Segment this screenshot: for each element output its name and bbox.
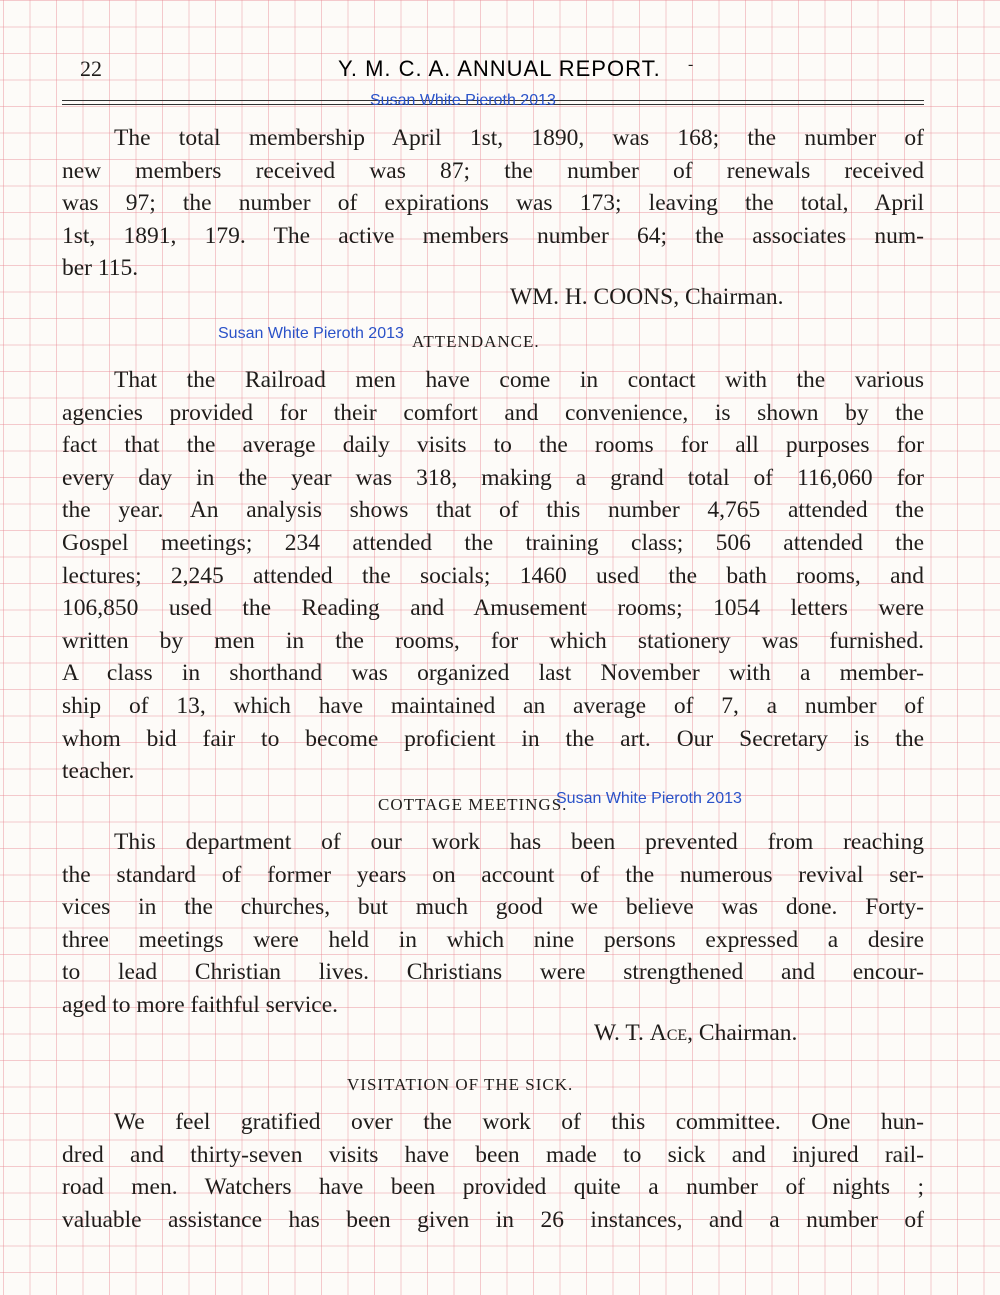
text-line: Gospel meetings; 234 attended the training class; 506 attended the xyxy=(62,529,924,556)
attendance-heading: ATTENDANCE. xyxy=(412,332,540,351)
text-line: This department of our work has been prevented from reaching xyxy=(114,829,924,855)
text-line: whom bid fair to become proficient in the art. Our Secretary is the xyxy=(62,725,924,752)
text-line: agencies provided for their comfort and convenience, is shown by the xyxy=(62,399,924,426)
text-line: the standard of former years on account of the numerous revival ser- xyxy=(62,861,924,888)
text-line: ship of 13, which have maintained an average of 7, a number of xyxy=(62,692,924,719)
text-line: ber 115. xyxy=(62,255,139,282)
text-line: the year. An analysis shows that of this number 4,765 attended the xyxy=(62,497,924,524)
running-head: Y. M. C. A. ANNUAL REPORT. xyxy=(338,56,661,81)
visitation-paragraph xyxy=(62,1106,924,1236)
text-line: teacher. xyxy=(62,758,135,785)
text-line: 106,850 used the Reading and Amusement rooms; 1054 letters were xyxy=(62,595,924,622)
visitation-heading: VISITATION OF THE SICK. xyxy=(347,1075,574,1094)
cottage-meetings-heading: COTTAGE MEETINGS. xyxy=(378,795,568,814)
text-line: A class in shorthand was organized last November with a member- xyxy=(62,660,924,687)
text-line: to lead Christian lives. Christians were strengthened and encour- xyxy=(62,959,924,986)
text-line: The total membership April 1st, 1890, was 168; the number of xyxy=(114,125,924,151)
text-line: three meetings were held in which nine persons expressed a desire xyxy=(62,926,924,953)
tick-mark: - xyxy=(688,56,694,73)
text-line: new members received was 87; the number of renewals received xyxy=(62,157,924,184)
text-line: lectures; 2,245 attended the socials; 1460 used the bath rooms, and xyxy=(62,562,924,589)
text-line: aged to more faithful service. xyxy=(62,991,339,1018)
text-line: 1st, 1891, 179. The active members number 64; the associates num- xyxy=(62,222,924,249)
membership-signature: WM. H. COONS, Chairman. xyxy=(510,284,784,310)
membership-paragraph xyxy=(62,122,924,285)
text-line: valuable assistance has been given in 26 instances, and a number of xyxy=(62,1206,924,1233)
text-line: was 97; the number of expirations was 173; leaving the total, April xyxy=(62,190,924,217)
cottage-meetings-paragraph xyxy=(62,826,924,1022)
watermark: Susan White Pieroth 2013 xyxy=(218,325,404,342)
text-line: dred and thirty-seven visits have been made to sick and injured rail- xyxy=(62,1141,924,1168)
cottage-meetings-signature xyxy=(594,1020,797,1047)
signature-surname: Ace xyxy=(649,1020,688,1046)
text-line: fact that the average daily visits to the rooms for all purposes for xyxy=(62,432,924,459)
text-line: We feel gratified over the work of this committee. One hun- xyxy=(114,1109,924,1135)
text-line: That the Railroad men have come in contact with the various xyxy=(114,367,924,393)
watermark: Susan White Pieroth 2013 xyxy=(370,92,556,109)
signature-suffix: , Chairman. xyxy=(687,1020,798,1046)
text-line: every day in the year was 318, making a grand total of 116,060 for xyxy=(62,464,924,491)
page-number: 22 xyxy=(80,56,102,81)
text-line: written by men in the rooms, for which stationery was furnished. xyxy=(62,627,924,654)
text-line: road men. Watchers have been provided quite a number of nights ; xyxy=(62,1174,924,1201)
signature-prefix: W. T. xyxy=(594,1020,650,1046)
watermark: Susan White Pieroth 2013 xyxy=(556,790,742,807)
attendance-paragraph xyxy=(62,364,924,788)
text-line: vices in the churches, but much good we believe was done. Forty- xyxy=(62,894,924,921)
